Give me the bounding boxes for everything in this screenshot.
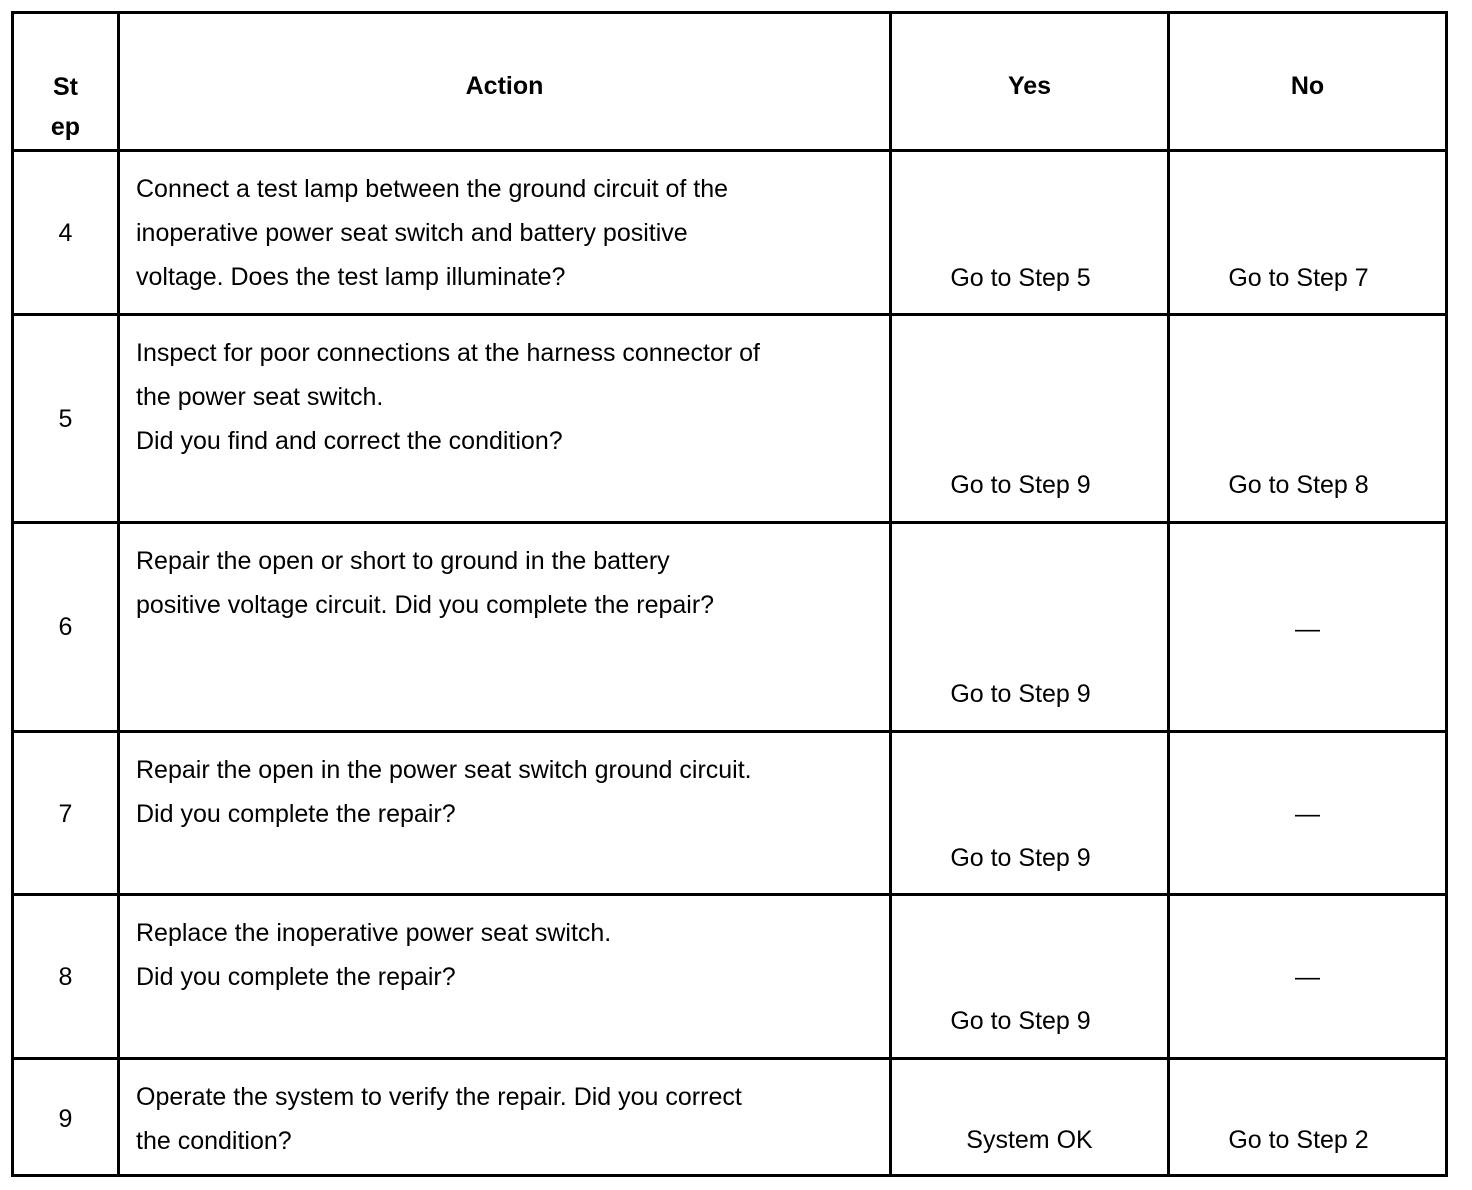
action-cell [117,733,889,893]
action-cell [117,1060,889,1174]
header-action: Action [465,72,544,100]
action-cell [117,896,889,1057]
yes-cell [889,316,1167,521]
step-number: 9 [58,1105,73,1133]
action-text: Connect a test lamp between the ground circuit of the inoperative power seat switch and battery positive voltage. Does the test lamp illuminate? [136,175,729,291]
header-step: St ep [50,73,81,141]
action-text: Repair the open or short to ground in the battery positive voltage circuit. Did you complete the repair? [136,547,715,619]
yes-cell [889,524,1167,730]
action-text: Inspect for poor connections at the harness connector of the power seat switch. Did you find and correct the condition? [136,339,760,455]
no-cell [1167,524,1445,730]
step-number: 8 [58,963,73,991]
no-answer: Go to Step 8 [1228,471,1369,499]
header-action-cell [117,14,889,149]
header-no: No [1290,72,1325,100]
header-no-cell [1167,14,1445,149]
yes-answer: Go to Step 9 [950,471,1091,499]
yes-cell [889,896,1167,1057]
action-text: Repair the open in the power seat switch ground circuit. Did you complete the repair? [136,756,752,828]
no-answer: — [1295,800,1320,828]
yes-answer: Go to Step 9 [950,844,1091,872]
table-row [14,521,1445,730]
action-cell [117,152,889,313]
yes-cell [889,733,1167,893]
yes-cell [889,152,1167,313]
action-text: Replace the inoperative power seat switch. Did you complete the repair? [136,919,612,991]
action-cell [117,524,889,730]
header-step-cell [14,14,117,149]
no-answer: Go to Step 2 [1228,1126,1369,1154]
action-cell [117,316,889,521]
step-number: 4 [58,219,73,247]
step-cell [14,152,117,313]
header-yes: Yes [1007,72,1052,100]
step-number: 6 [58,613,73,641]
yes-answer: System OK [966,1126,1093,1154]
no-answer: Go to Step 7 [1228,264,1369,292]
step-cell [14,733,117,893]
diagnostic-table [11,11,1448,1177]
header-yes-cell [889,14,1167,149]
no-cell [1167,152,1445,313]
step-cell [14,896,117,1057]
table-row [14,149,1445,313]
step-number: 7 [58,800,73,828]
action-text: Operate the system to verify the repair. Did you correct the condition? [136,1083,742,1155]
yes-answer: Go to Step 9 [950,1007,1091,1035]
no-cell [1167,896,1445,1057]
no-cell [1167,316,1445,521]
table-row [14,313,1445,521]
table-header-row [14,14,1445,149]
table-row [14,893,1445,1057]
yes-answer: Go to Step 9 [950,680,1091,708]
step-cell [14,1060,117,1174]
no-answer: — [1295,963,1320,991]
table-row [14,730,1445,893]
step-number: 5 [58,405,73,433]
no-cell [1167,1060,1445,1174]
yes-answer: Go to Step 5 [950,264,1091,292]
step-cell [14,524,117,730]
no-answer: — [1295,615,1320,643]
step-cell [14,316,117,521]
table-row [14,1057,1445,1174]
no-cell [1167,733,1445,893]
yes-cell [889,1060,1167,1174]
